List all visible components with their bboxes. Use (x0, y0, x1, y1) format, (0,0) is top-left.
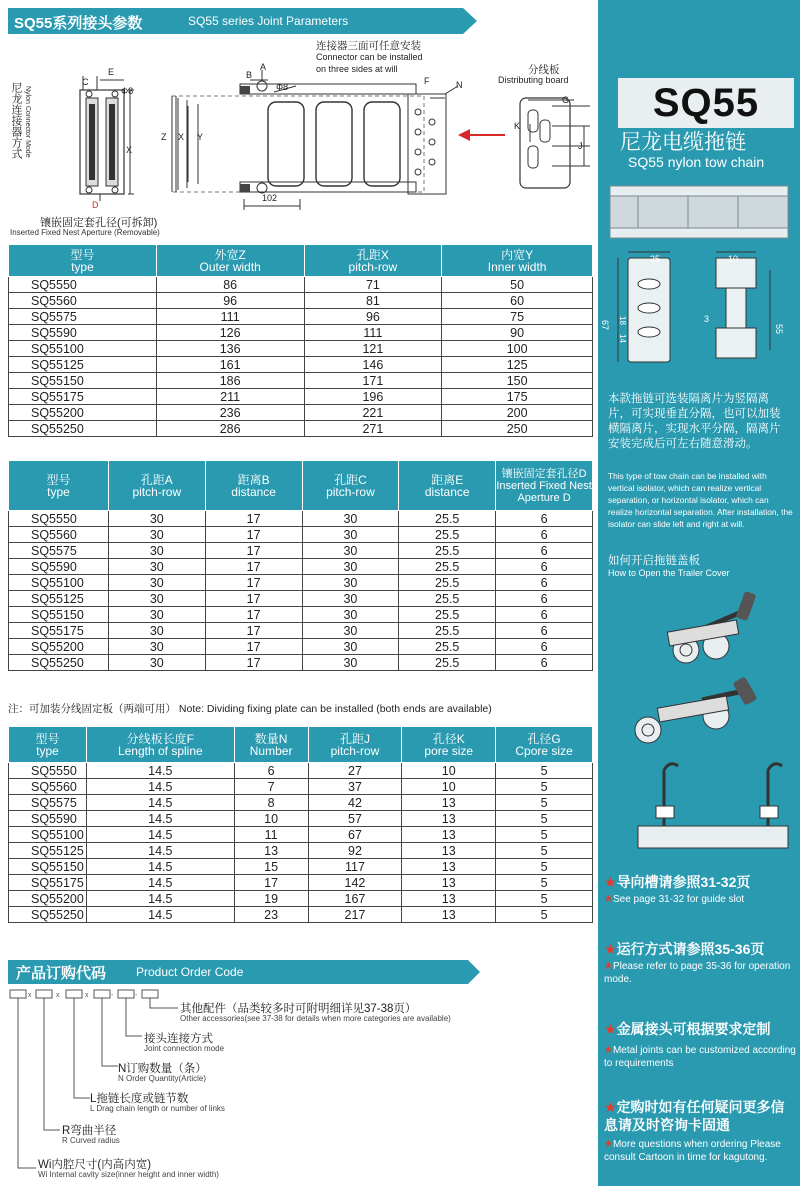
value-cell: 6 (496, 623, 593, 639)
model-cell: SQ55250 (9, 421, 157, 437)
dim-label-x: X (178, 132, 185, 142)
value-cell: 13 (402, 811, 496, 827)
note-guide-slot-cn: ★导向槽请参照31-32页 (604, 874, 751, 890)
model-cell: SQ5575 (9, 543, 109, 559)
value-cell: 30 (302, 607, 399, 623)
distributing-board-cn: 分线板 (528, 64, 560, 76)
value-cell: 5 (496, 763, 593, 779)
dim-label-phi8-left: Φ8 (121, 86, 134, 96)
value-cell: 111 (304, 325, 442, 341)
table-row (9, 293, 593, 309)
table-row (9, 325, 593, 341)
model-cell: SQ55150 (9, 859, 87, 875)
value-cell: 17 (205, 543, 302, 559)
svg-text:x: x (28, 992, 32, 999)
isolator-desc-cn: 本款拖链可选装隔离片为竖隔离片，可实现垂直分隔，也可以加装横隔离片，实现水平分隔，隔离片安装完成后可左右随意滑动。 (608, 393, 781, 450)
value-cell: 14.5 (86, 907, 234, 923)
dim-label-k: K (514, 121, 521, 131)
value-cell: 86 (156, 277, 304, 293)
value-cell: 30 (108, 575, 205, 591)
table-row (9, 875, 593, 891)
model-cell: SQ55125 (9, 843, 87, 859)
value-cell: 25.5 (399, 543, 496, 559)
order-item-4-cn: R弯曲半径 (62, 1125, 117, 1137)
value-cell: 17 (205, 655, 302, 671)
value-cell: 17 (205, 607, 302, 623)
dim-label-102: 102 (262, 193, 278, 203)
value-cell: 37 (308, 779, 402, 795)
value-cell: 25.5 (399, 591, 496, 607)
value-cell: 14.5 (86, 763, 234, 779)
value-cell: 146 (304, 357, 442, 373)
svg-text:-: - (111, 992, 114, 999)
value-cell: 17 (205, 591, 302, 607)
value-cell: 5 (496, 875, 593, 891)
value-cell: 15 (234, 859, 308, 875)
dim-label-j: J (578, 141, 583, 151)
value-cell: 30 (302, 639, 399, 655)
isolator-desc-en: This type of tow chain can be installed with vertical isolator, which can realize vertical separation, or horizontal isolator, which can realize horizontal separation. After installation, the isolator can slide left and right at will. (608, 471, 793, 529)
col-number: 数量N Number (234, 727, 308, 763)
table-row (9, 811, 593, 827)
value-cell: 30 (302, 655, 399, 671)
order-code-arrow (468, 960, 480, 984)
table-row (9, 607, 593, 623)
dim-label-c: C (82, 77, 89, 87)
value-cell: 236 (156, 405, 304, 421)
model-cell: SQ5550 (9, 277, 157, 293)
value-cell: 17 (205, 575, 302, 591)
joint-diagram (0, 36, 598, 236)
header-arrow (463, 8, 477, 34)
sidebar-title-cn: 尼龙电缆拖链 (620, 131, 746, 154)
value-cell: 217 (308, 907, 402, 923)
section-title-cn: SQ55系列接头参数 (14, 15, 143, 32)
model-cell: SQ55200 (9, 405, 157, 421)
value-cell: 42 (308, 795, 402, 811)
sidebar-title-en: SQ55 nylon tow chain (628, 154, 765, 170)
value-cell: 5 (496, 891, 593, 907)
value-cell: 90 (442, 325, 593, 341)
table-row (9, 907, 593, 923)
open-cover-en: How to Open the Trailer Cover (608, 568, 730, 578)
model-cell: SQ55175 (9, 875, 87, 891)
col-type: 型号 type (9, 461, 109, 511)
brand-title: SQ55 (618, 78, 794, 128)
value-cell: 30 (108, 591, 205, 607)
table-row (9, 763, 593, 779)
value-cell: 100 (442, 341, 593, 357)
table-row (9, 623, 593, 639)
col-distance-b: 距离B distance (205, 461, 302, 511)
value-cell: 126 (156, 325, 304, 341)
note-consult-en: ★More questions when ordering Please consult Cartoon in time for kagutong. (604, 1139, 781, 1163)
dim-label-b: B (246, 70, 253, 80)
value-cell: 6 (496, 543, 593, 559)
value-cell: 25.5 (399, 511, 496, 527)
table-row (9, 891, 593, 907)
table-row (9, 405, 593, 421)
dim-label-x-left: X (126, 145, 133, 155)
table-row (9, 511, 593, 527)
open-cover-illustration (628, 590, 798, 862)
col-pitch-c: 孔距C pitch-row (302, 461, 399, 511)
table-row (9, 655, 593, 671)
model-cell: SQ55150 (9, 373, 157, 389)
col-pore-k: 孔径K pore size (402, 727, 496, 763)
model-cell: SQ5575 (9, 309, 157, 325)
value-cell: 30 (108, 511, 205, 527)
model-cell: SQ55200 (9, 891, 87, 907)
value-cell: 71 (304, 277, 442, 293)
order-item-1-en: Joint connection mode (144, 1044, 225, 1053)
note-operation-cn: ★运行方式请参照35-36页 (604, 941, 765, 957)
value-cell: 30 (302, 575, 399, 591)
value-cell: 30 (108, 655, 205, 671)
dim-10: 10 (728, 254, 739, 264)
svg-text:x: x (56, 992, 60, 999)
connector-note-en1: Connector can be installed (316, 52, 423, 62)
order-item-3-en: L Drag chain length or number of links (90, 1104, 225, 1113)
value-cell: 30 (108, 543, 205, 559)
value-cell: 17 (234, 875, 308, 891)
connector-note-en2: on three sides at will (316, 64, 398, 74)
table-row (9, 389, 593, 405)
value-cell: 14.5 (86, 779, 234, 795)
nest-aperture-cn: 镶嵌固定套孔径(可拆卸) (40, 217, 158, 229)
value-cell: 96 (304, 309, 442, 325)
value-cell: 171 (304, 373, 442, 389)
value-cell: 6 (496, 559, 593, 575)
model-cell: SQ55250 (9, 907, 87, 923)
model-cell: SQ55200 (9, 639, 109, 655)
dim-18: 18 (617, 316, 627, 325)
value-cell: 57 (308, 811, 402, 827)
value-cell: 30 (108, 559, 205, 575)
svg-text:x: x (85, 992, 89, 999)
section-header (8, 8, 463, 34)
value-cell: 6 (496, 639, 593, 655)
value-cell: 17 (205, 639, 302, 655)
value-cell: 6 (496, 511, 593, 527)
value-cell: 186 (156, 373, 304, 389)
model-cell: SQ55100 (9, 575, 109, 591)
value-cell: 13 (402, 843, 496, 859)
value-cell: 10 (234, 811, 308, 827)
table-row (9, 421, 593, 437)
value-cell: 96 (156, 293, 304, 309)
value-cell: 92 (308, 843, 402, 859)
value-cell: 30 (108, 607, 205, 623)
value-cell: 25.5 (399, 575, 496, 591)
table-row (9, 309, 593, 325)
value-cell: 81 (304, 293, 442, 309)
value-cell: 7 (234, 779, 308, 795)
connector-mode-en: Nylon Connector Mode (24, 86, 31, 158)
value-cell: 50 (442, 277, 593, 293)
value-cell: 23 (234, 907, 308, 923)
model-cell: SQ55100 (9, 827, 87, 843)
col-pitch-row: 孔距X pitch-row (304, 245, 442, 277)
col-pitch-j: 孔距J pitch-row (308, 727, 402, 763)
value-cell: 121 (304, 341, 442, 357)
value-cell: 200 (442, 405, 593, 421)
model-cell: SQ55100 (9, 341, 157, 357)
model-cell: SQ55150 (9, 607, 109, 623)
col-type: 型号 type (9, 727, 87, 763)
dim-label-f: F (424, 76, 430, 86)
value-cell: 14.5 (86, 875, 234, 891)
dim-67: 67 (600, 319, 611, 331)
model-cell: SQ5550 (9, 511, 109, 527)
value-cell: 161 (156, 357, 304, 373)
value-cell: 5 (496, 907, 593, 923)
table-row (9, 795, 593, 811)
value-cell: 5 (496, 843, 593, 859)
value-cell: 60 (442, 293, 593, 309)
order-code-header (8, 960, 468, 984)
value-cell: 27 (308, 763, 402, 779)
col-spline-length: 分线板长度F Length of spline (86, 727, 234, 763)
value-cell: 271 (304, 421, 442, 437)
value-cell: 150 (442, 373, 593, 389)
table-distributing-board (8, 726, 593, 923)
value-cell: 30 (302, 591, 399, 607)
value-cell: 5 (496, 795, 593, 811)
value-cell: 30 (302, 527, 399, 543)
value-cell: 136 (156, 341, 304, 357)
value-cell: 6 (234, 763, 308, 779)
value-cell: 19 (234, 891, 308, 907)
order-item-5-en: Wi Internal cavity size(inner height and inner width) (38, 1170, 219, 1179)
col-outer-width: 外宽Z Outer width (156, 245, 304, 277)
value-cell: 25.5 (399, 607, 496, 623)
note-metal-joint-en: ★Metal joints can be customized according to requirements (604, 1045, 796, 1069)
value-cell: 14.5 (86, 859, 234, 875)
value-cell: 6 (496, 527, 593, 543)
order-item-0-cn: 其他配件（品类较多时可附明细详见37-38页） (180, 1003, 417, 1015)
model-cell: SQ5550 (9, 763, 87, 779)
value-cell: 175 (442, 389, 593, 405)
distributing-board-en: Distributing board (498, 75, 569, 85)
value-cell: 6 (496, 591, 593, 607)
order-item-0-en: Other accessories(see 37-38 for details when more categories are available) (180, 1014, 451, 1023)
value-cell: 13 (402, 859, 496, 875)
table-row (9, 341, 593, 357)
col-distance-e: 距离E distance (399, 461, 496, 511)
model-cell: SQ55250 (9, 655, 109, 671)
value-cell: 17 (205, 623, 302, 639)
col-type: 型号 type (9, 245, 157, 277)
dim-14: 14 (617, 334, 627, 343)
model-cell: SQ5560 (9, 527, 109, 543)
dim-label-g: G (562, 95, 570, 105)
value-cell: 13 (402, 907, 496, 923)
table-row (9, 779, 593, 795)
dim-25: 25 (650, 254, 661, 264)
order-code-title-cn: 产品订购代码 (16, 965, 107, 982)
order-item-3-cn: L拖链长度或链节数 (90, 1093, 189, 1105)
dim-label-d: D (92, 200, 99, 210)
table-row (9, 827, 593, 843)
connector-mode-cn: 尼龙连接器方式 (10, 82, 22, 159)
dim-label-z: Z (161, 132, 167, 142)
value-cell: 167 (308, 891, 402, 907)
value-cell: 17 (205, 559, 302, 575)
note-guide-slot-en: ★See page 31-32 for guide slot (604, 894, 745, 905)
value-cell: 13 (402, 891, 496, 907)
table-dimensions (8, 244, 593, 437)
value-cell: 25.5 (399, 655, 496, 671)
value-cell: 30 (108, 623, 205, 639)
value-cell: 11 (234, 827, 308, 843)
col-inner-width: 内宽Y Inner width (442, 245, 593, 277)
value-cell: 221 (304, 405, 442, 421)
value-cell: 10 (402, 763, 496, 779)
value-cell: 14.5 (86, 891, 234, 907)
model-cell: SQ5590 (9, 559, 109, 575)
chain-product-drawing (608, 180, 790, 380)
value-cell: 142 (308, 875, 402, 891)
value-cell: 5 (496, 811, 593, 827)
sidebar (598, 0, 800, 1186)
table-row (9, 575, 593, 591)
note-consult-cn: ★定购时如有任何疑问更多信息请及时咨询卡固通 (604, 1099, 785, 1133)
model-cell: SQ5575 (9, 795, 87, 811)
order-code-title-en: Product Order Code (136, 965, 244, 979)
dim-label-phi8-right: Φ8 (276, 82, 289, 92)
value-cell: 30 (302, 543, 399, 559)
value-cell: 6 (496, 655, 593, 671)
dim-label-e: E (108, 67, 115, 77)
value-cell: 13 (402, 827, 496, 843)
value-cell: 14.5 (86, 843, 234, 859)
value-cell: 13 (402, 875, 496, 891)
value-cell: 17 (205, 527, 302, 543)
table-row (9, 859, 593, 875)
value-cell: 196 (304, 389, 442, 405)
dim-3: 3 (704, 314, 710, 324)
table-row (9, 591, 593, 607)
svg-text:-: - (135, 992, 138, 999)
value-cell: 17 (205, 511, 302, 527)
table-row (9, 843, 593, 859)
model-cell: SQ5560 (9, 779, 87, 795)
section-title-en: SQ55 series Joint Parameters (188, 14, 349, 28)
col-pitch-a: 孔距A pitch-row (108, 461, 205, 511)
nest-aperture-en: Inserted Fixed Nest Aperture (Removable) (10, 228, 160, 237)
value-cell: 30 (302, 623, 399, 639)
col-nest-aperture: 镶嵌固定套孔径D Inserted Fixed Nest Aperture D (496, 461, 593, 511)
note-operation-en: ★Please refer to page 35-36 for operation mode. (604, 961, 791, 985)
note-metal-joint-cn: ★金属接头可根据要求定制 (604, 1021, 771, 1037)
value-cell: 6 (496, 575, 593, 591)
table-row (9, 639, 593, 655)
value-cell: 30 (302, 511, 399, 527)
dividing-plate-note: 注：可加装分线固定板（两端可用） Note: Dividing fixing plate can be installed (both ends are available) (8, 703, 492, 715)
value-cell: 125 (442, 357, 593, 373)
value-cell: 30 (302, 559, 399, 575)
value-cell: 117 (308, 859, 402, 875)
dim-label-y: Y (197, 132, 204, 142)
value-cell: 211 (156, 389, 304, 405)
model-cell: SQ55175 (9, 389, 157, 405)
order-item-1-cn: 接头连接方式 (144, 1033, 213, 1045)
value-cell: 5 (496, 859, 593, 875)
col-pore-g: 孔径G Cpore size (496, 727, 593, 763)
open-cover-cn: 如何开启拖链盖板 (608, 555, 700, 567)
value-cell: 30 (108, 639, 205, 655)
value-cell: 14.5 (86, 827, 234, 843)
table-row (9, 543, 593, 559)
table-row (9, 277, 593, 293)
connector-note-cn: 连接器三面可任意安装 (316, 40, 421, 52)
model-cell: SQ55125 (9, 357, 157, 373)
table-row (9, 559, 593, 575)
dim-label-a: A (260, 62, 267, 72)
order-item-2-en: N Order Quantity(Article) (118, 1074, 207, 1083)
table-joint-distances (8, 460, 593, 671)
model-cell: SQ5590 (9, 325, 157, 341)
value-cell: 13 (402, 795, 496, 811)
table-row (9, 373, 593, 389)
value-cell: 25.5 (399, 623, 496, 639)
value-cell: 25.5 (399, 639, 496, 655)
value-cell: 14.5 (86, 811, 234, 827)
value-cell: 25.5 (399, 559, 496, 575)
value-cell: 286 (156, 421, 304, 437)
value-cell: 67 (308, 827, 402, 843)
value-cell: 8 (234, 795, 308, 811)
dim-label-n: N (456, 80, 463, 90)
order-item-5-cn: Wi内腔尺寸(内高内宽) (38, 1159, 152, 1171)
dim-55: 55 (774, 323, 785, 335)
value-cell: 25.5 (399, 527, 496, 543)
model-cell: SQ55175 (9, 623, 109, 639)
value-cell: 13 (234, 843, 308, 859)
value-cell: 10 (402, 779, 496, 795)
order-item-4-en: R Curved radius (62, 1136, 120, 1145)
value-cell: 111 (156, 309, 304, 325)
model-cell: SQ5560 (9, 293, 157, 309)
value-cell: 6 (496, 607, 593, 623)
table-row (9, 357, 593, 373)
model-cell: SQ5590 (9, 811, 87, 827)
value-cell: 30 (108, 527, 205, 543)
order-item-2-cn: N订购数量（条） (118, 1063, 207, 1075)
model-cell: SQ55125 (9, 591, 109, 607)
value-cell: 5 (496, 779, 593, 795)
value-cell: 14.5 (86, 795, 234, 811)
value-cell: 250 (442, 421, 593, 437)
table-row (9, 527, 593, 543)
value-cell: 5 (496, 827, 593, 843)
value-cell: 75 (442, 309, 593, 325)
